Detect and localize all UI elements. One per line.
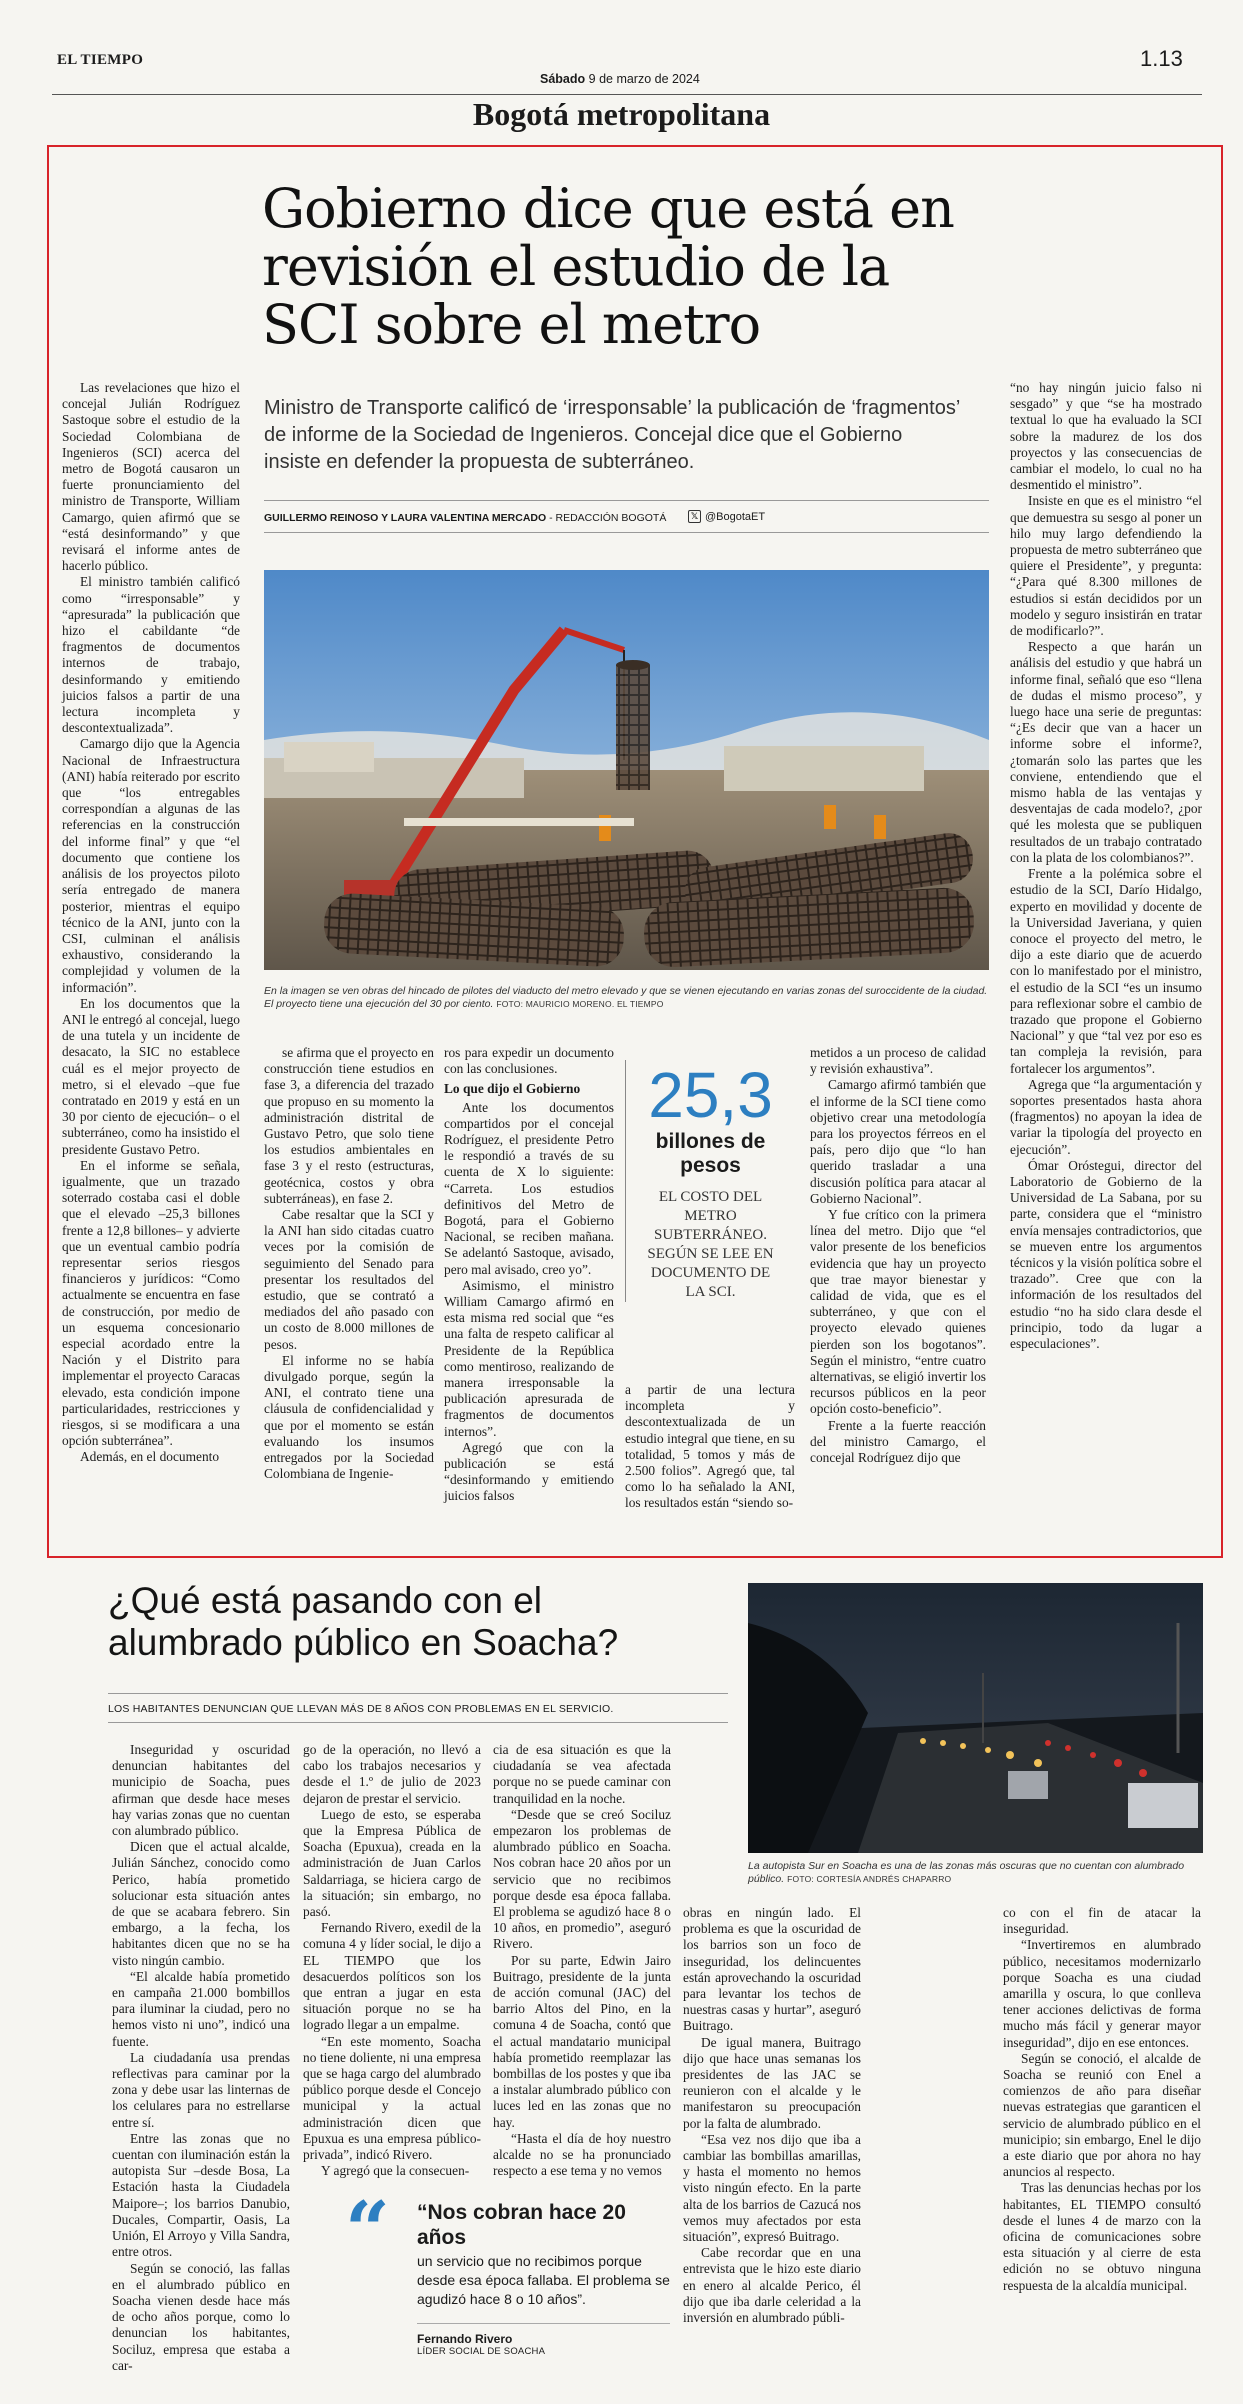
byline-handle[interactable] bbox=[688, 510, 765, 523]
x-logo-icon: 𝕏 bbox=[688, 510, 701, 523]
paragraph: obras en ningún lado. El problema es que la oscuridad de los barrios son un foco de inseguridad, los delincuentes están aprovechando la oscuridad para levantar los techos de nuestras casas y hurtar”, aseguró Buitrago. bbox=[683, 1905, 861, 2034]
article2-kicker: LOS HABITANTES DENUNCIAN QUE LLEVAN MÁS DE 8 AÑOS CON PROBLEMAS EN EL SERVICIO. bbox=[108, 1703, 614, 1715]
pullstat-text: EL COSTO DEL METRO SUBTERRÁNEO. SEGÚN SE LEE EN DOCUMENTO DE LA SCI. bbox=[647, 1189, 774, 1300]
article2-column-3 bbox=[493, 1742, 671, 2179]
byline-rule-top bbox=[264, 500, 989, 501]
paragraph: Fernando Rivero, exedil de la comuna 4 y líder social, le dijo a EL TIEMPO que los desacuerdos políticos son los que entran a jugar en esta situación porque no se ha logrado llegar a un empalme. bbox=[303, 1920, 481, 2033]
article1-mid-column-3 bbox=[625, 1382, 795, 1512]
article2-photo-caption bbox=[748, 1860, 1203, 1886]
pullstat bbox=[625, 1060, 795, 1302]
masthead-date bbox=[540, 72, 700, 86]
article2-column-5 bbox=[1003, 1905, 1201, 2294]
paragraph: Luego de esto, se esperaba que la Empresa Pública de Soacha (Epuxua), creada en la administración de Juan Carlos Saldarriaga, se hiciera cargo de la situación; sin embargo, no pasó. bbox=[303, 1806, 481, 1920]
paragraph: “Esa vez nos dijo que iba a cambiar las bombillas amarillas, y hasta el momento no hemos visto ningún efecto. En la parte alta de los barrios de Cazucá nos vemos muy afectados por esta situación”, expresó Buitrago. bbox=[683, 2131, 861, 2245]
photo2-credit: FOTO: CORTESÍA ANDRÉS CHAPARRO bbox=[787, 1874, 952, 1884]
masthead-brand: EL TIEMPO bbox=[57, 52, 144, 68]
photo-credit: FOTO: MAURICIO MORENO. EL TIEMPO bbox=[496, 999, 664, 1009]
article1-photo bbox=[264, 570, 989, 970]
article2-photo bbox=[748, 1583, 1203, 1853]
byline-desk: - REDACCIÓN BOGOTÁ bbox=[546, 512, 667, 524]
paragraph: “El alcalde había prometido en campaña 21.000 bombillos para iluminar la ciudad, pero no hemos visto ni uno”, indicó una fuente. bbox=[112, 1968, 290, 2049]
paragraph: Agrega que “la argumentación y soportes presentados hasta ahora (fragmentos) no apoyan la idea de variar la tipología del proyecto en ejecución”. bbox=[1010, 1076, 1202, 1157]
paragraph: “no hay ningún juicio falso ni sesgado” y que “se ha mostrado textual lo que ha evaluado la SCI sobre la madurez de los dos proyectos y las consecuencias de cambiar el modelo, lo cual no ha desmentido el ministro”. bbox=[1010, 380, 1202, 493]
paragraph: “Hasta el día de hoy nuestro alcalde no se ha pronunciado respecto a ese tema y no vemos bbox=[493, 2130, 671, 2179]
article2-pullquote bbox=[345, 2185, 670, 2357]
metro-construction-image bbox=[264, 570, 989, 970]
paragraph: Agregó que con la publicación se está “desinformando y emitiendo juicios falsos bbox=[444, 1439, 614, 1504]
article2-headline: ¿Qué está pasando con el alumbrado público en Soacha? bbox=[108, 1580, 619, 1663]
paragraph: El informe no se había divulgado porque, según la ANI, el contrato tiene una cláusula de confidencialidad y que por el momento se están evaluando los insumos entregados por la Sociedad Colombiana de Ingenie- bbox=[264, 1352, 434, 1482]
masthead-rule bbox=[52, 94, 1202, 95]
byline-rule-bottom bbox=[264, 532, 989, 533]
paragraph: go de la operación, no llevó a cabo los trabajos necesarios y desde el 1.º de julio de 2023 dejaron de prestar el servicio. bbox=[303, 1742, 481, 1806]
kicker-rule-top bbox=[108, 1693, 728, 1694]
paragraph: Tras las denuncias hechas por los habitantes, EL TIEMPO consultó desde el lunes 4 de marzo con la oficina de comunicaciones sobre esta situación y al cierre de esta edición no se obtuvo ninguna respuesta de la alcaldía municipal. bbox=[1003, 2180, 1201, 2293]
paragraph: co con el fin de atacar la inseguridad. bbox=[1003, 1905, 1201, 1937]
subhead-gobierno: Lo que dijo el Gobierno bbox=[444, 1081, 581, 1097]
quote-mark-icon: “ bbox=[345, 2185, 390, 2276]
paragraph: Ómar Oróstegui, director del Laboratorio de Gobierno de la Universidad de La Sabana, por su parte, considera que el “ministro envía mensajes contradictorios, que se mueven entre los argumentos técnicos y la visión política sobre el trazado”. Cree que con la información de los resultados del estudio “no ha sido clara desde el principio, todo da lugar a especulaciones”. bbox=[1010, 1157, 1202, 1351]
paragraph: Según se conoció, el alcalde de Soacha se reunió con Enel a comienzos de año para diseñar nuevas estrategias que garanticen el servicio de alumbrado público en el municipio; sin embargo, Enel le dijo a este diario que por ahora no hay anuncios al respecto. bbox=[1003, 2050, 1201, 2180]
article2-column-1 bbox=[112, 1742, 290, 2374]
paragraph: Frente a la fuerte reacción del ministro Camargo, el concejal Rodríguez dijo que bbox=[810, 1417, 986, 1466]
article1-mid-column-1 bbox=[264, 1045, 434, 1482]
paragraph: Asimismo, el ministro William Camargo afirmó en esta misma red social que “es una falta de respeto calificar al Presidente de la República como mentiroso, realizando de manera irresponsable la publicación apresurada de fragmentos de documentos internos”. bbox=[444, 1277, 614, 1439]
section-title: Bogotá metropolitana bbox=[472, 96, 771, 132]
paragraph: Camargo afirmó también que el informe de la SCI tiene como objetivo crear una metodología para los proyectos férreos en el país, pero dijo que “lo han querido trasladar a una discusión política para atacar al Gobierno Nacional”. bbox=[810, 1077, 986, 1206]
paragraph: De igual manera, Buitrago dijo que hace unas semanas los presidentes de las JAC se reunieron con el alcalde y le manifestaron su preocupación por la falta de alumbrado. bbox=[683, 2034, 861, 2131]
photo2-caption-text: La autopista Sur en Soacha es una de las zonas más oscuras que no cuentan con alumbrado público. bbox=[748, 1860, 1185, 1885]
paragraph: Cabe resaltar que la SCI y la ANI han sido citadas cuatro veces por la comisión de seguimiento del Senado para presentar los resultados del estudio, que se contrató a mediados del año pasado con un costo de 8.000 millones de pesos. bbox=[264, 1207, 434, 1352]
article2-column-2 bbox=[303, 1742, 481, 2179]
soacha-night-road-image bbox=[748, 1583, 1203, 1853]
paragraph: Frente a la polémica sobre el estudio de la SCI, Darío Hidalgo, experto en movilidad y docente de la Universidad Javeriana, y quien conoce el proyecto del metro, le dijo a este diario que de acuerdo con lo manifestado por el ministro, el estudio de la SCI “es un insumo para reflexionar sobre el cambio de trazado que propone el Gobierno Nacional” y que “tal vez por eso es tan compleja la revisión, para fortalecer los argumentos”. bbox=[1010, 866, 1202, 1076]
paragraph: Por su parte, Edwin Jairo Buitrago, presidente de la junta de acción comunal (JAC) del barrio Altos del Pino, en la comuna 4 de Soacha, contó que el actual mandatario municipal había prometido reemplazar las bombillas de los postes y que iba a instalar alumbrado público con luces led en las zonas que no hay. bbox=[493, 1952, 671, 2130]
paragraph: El ministro también calificó como “irresponsable” y “apresurada” la publicación que hizo el cabildante “de fragmentos de documentos internos de trabajo, desinformando y emitiendo juicios falsos a partir de una lectura incompleta y descontextualizada”. bbox=[62, 574, 240, 736]
paragraph: Según se conoció, las fallas en el alumbrado público en Soacha vienen desde hace más de ocho años porque, como lo denuncian los habitantes, Sociluz, empresa que estaba a car- bbox=[112, 2260, 290, 2373]
paragraph: Ante los documentos compartidos por el concejal Rodríguez, el presidente Petro le respondió a través de su cuenta de X lo siguiente: “Carreta. Los estudios definitivos del Metro de Bogotá, para el Gobierno Nacional, se reciben mañana. Se adelantó Sastoque, avisado, pero mal avisado, creo yo”. bbox=[444, 1099, 614, 1277]
pullquote-role: LÍDER SOCIAL DE SOACHA bbox=[417, 2346, 546, 2357]
paragraph: Insiste en que es el ministro “el que demuestra su sesgo al poner un hilo muy largo defendiendo la propuesta de metro subterráneo que quiere el Presidente”, y pregunta: “¿Para qué 8.300 millones de estudios si están decididos por un modelo y seguro insistirán en tratar de modificarlo?”. bbox=[1010, 493, 1202, 639]
paragraph: “En este momento, Soacha no tiene doliente, ni una empresa que se haga cargo del alumbrado público porque desde el Concejo municipal y la actual administración dicen que Epuxua es una empresa público-privada”, indicó Rivero. bbox=[303, 2033, 481, 2163]
article1-photo-caption bbox=[264, 985, 989, 1011]
article1-left-column bbox=[62, 380, 240, 1466]
paragraph: En el informe se señala, igualmente, que un trazado soterrado costaba casi el doble que el elevado –25,3 billones frente a 12,8 billones– y advierte que un eventual cambio podría representar serios riesgos financieros y jurídicos: “Como actualmente se encuentra en fase de construcción, por medio de un esquema concesionario especial acordado entre la Nación y el Distrito para implementar el proyecto Caracas elevado, esta condición impone particularidades, restricciones y riesgos, si se modificara a una opción subterránea”. bbox=[62, 1157, 240, 1449]
article1-headline: Gobierno dice que está en revisión el estudio de la SCI sobre el metro bbox=[262, 177, 954, 356]
byline-authors: GUILLERMO REINOSO Y LAURA VALENTINA MERCADO bbox=[264, 512, 547, 524]
photo-caption-text: En la imagen se ven obras del hincado de pilotes del viaducto del metro elevado y que se vienen ejecutando en varias zonas del suroccidente de la ciudad. El proyecto tiene una ejecución del 30 por ciento. bbox=[264, 985, 988, 1010]
masthead-date-day: Sábado bbox=[540, 72, 586, 86]
article1-mid-column-4 bbox=[810, 1045, 986, 1466]
paragraph: Dicen que el actual alcalde, Julián Sánchez, conocido como Perico, había prometido solucionar esta situación antes de que se acabara febrero. Sin embargo, a la fecha, los habitantes dicen que no se ha visto ningún cambio. bbox=[112, 1839, 290, 1968]
paragraph: Además, en el documento bbox=[80, 1449, 220, 1465]
paragraph: Camargo dijo que la Agencia Nacional de Infraestructura (ANI) había reiterado por escrito que “los entregables correspondían a algunas de las referencias en la construcción del informe final” y que “el documento que contiene los análisis de los proyectos piloto sería entregado de manera posterior, mientras el equipo técnico de la ANI, junto con la CSI, culminan el análisis exhaustivo, considerando la complejidad y volumen de la información”. bbox=[62, 736, 240, 995]
paragraph: Las revelaciones que hizo el concejal Julián Rodríguez Sastoque sobre el estudio de la Sociedad Colombiana de Ingenieros (SCI) acerca del metro de Bogotá causaron un fuerte pronunciamiento del ministro de Transporte, William Camargo, quien afirmó que se “está desinformando” y que revisará el informe antes de hacerlo público. bbox=[62, 380, 240, 574]
paragraph: Y agregó que la consecuen- bbox=[321, 2163, 470, 2179]
byline-handle-text: @BogotaET bbox=[705, 510, 766, 523]
paragraph: ros para expedir un documento con las conclusiones. bbox=[444, 1045, 614, 1077]
article2-column-4 bbox=[683, 1905, 861, 2326]
pullstat-unit: billones de pesos bbox=[655, 1130, 766, 1177]
paragraph: Y fue crítico con la primera línea del metro. Dijo que “el valor presente de los beneficios evidencia que hay un proyecto que trae mayor bienestar y calidad de vida, que es el subterráneo, y que con el proyecto elevado quienes pierden son los bogotanos”. Según el ministro, “entre cuatro alternativas, se eligió invertir los recursos públicos en la peor opción costo-beneficio”. bbox=[810, 1207, 986, 1417]
paragraph: “Desde que se creó Sociluz empezaron los problemas de alumbrado público en Soacha. Nos cobran hace 20 años por un servicio que no recibimos porque desde esa época fallaba. El problema se agudizó hace 8 o 10 años, en promedio”, aseguró Rivero. bbox=[493, 1806, 671, 1952]
pullquote-headline: “Nos cobran hace 20 años bbox=[417, 2201, 626, 2249]
masthead-date-rest: 9 de marzo de 2024 bbox=[588, 72, 700, 86]
article1-mid-column-2 bbox=[444, 1045, 614, 1505]
paragraph: Entre las zonas que no cuentan con iluminación están la autopista Sur –desde Bosa, La Estación hasta la Ciudadela Maipore–; los barrios Danubio, Ducales, Compartir, Oasis, La Unión, El Arroyo y Villa Sandra, entre otros. bbox=[112, 2130, 290, 2260]
pullstat-number: 25,3 bbox=[648, 1059, 773, 1131]
kicker-rule-bottom bbox=[108, 1722, 728, 1723]
article1-right-column bbox=[1010, 380, 1202, 1352]
pullquote-body: un servicio que no recibimos porque desde esa época fallaba. El problema se agudizó hace 8 o 10 años”. bbox=[417, 2253, 670, 2307]
paragraph: “Invertiremos en alumbrado público, necesitamos modernizarlo porque Soacha es una ciudad amarilla y oscura, lo que conlleva tener acciones delictivas de forma mucho más fácil y generar mayor inseguridad”, dijo en ese entonces. bbox=[1003, 1937, 1201, 2050]
paragraph: metidos a un proceso de calidad y revisión exhaustiva”. bbox=[810, 1045, 986, 1077]
paragraph: En los documentos que la ANI le entregó al concejal, luego de una tutela y un incidente de desacato, la SIC no establece cuál es el mejor proyecto de metro, si el elevado –que fue contratado en 2019 y está en un 30 por ciento de ejecución– o el subterráneo, como ha insistido el presidente Gustavo Petro. bbox=[62, 995, 240, 1157]
paragraph: cia de esa situación es que la ciudadanía se vea afectada porque no se puede caminar con tranquilidad en la noche. bbox=[493, 1742, 671, 1806]
paragraph: se afirma que el proyecto en construcción tiene estudios en fase 3, a diferencia del trazado que propuso en su momento la administración distrital de Gustavo Petro, que solo tiene los estudios ambientales en fase 3 y el resto (estructuras, geotécnica, costos y obra subterráneas), en fase 2. bbox=[264, 1045, 434, 1206]
paragraph: Respecto a que harán un análisis del estudio y que habrá un informe final, señaló que eso “llena de dudas el mismo proceso”, y luego hace una serie de preguntas: “¿Es decir que van a hacer un informe sobre el informe?, ¿tomarán solo las partes que les conviene, entendiendo que el mismo habla de las ventajas y desventajas de cada modelo?, ¿por qué les molesta que se publiquen resultados de un trabajo contratado con la plata de los colombianos?”. bbox=[1010, 639, 1202, 865]
paragraph: Cabe recordar que en una entrevista que le hizo este diario en enero al alcalde Perico, él dijo que iba darle celeridad a la inversión en alumbrado públi- bbox=[683, 2245, 861, 2326]
article1-byline bbox=[264, 512, 666, 524]
paragraph: a partir de una lectura incompleta y descontextualizada de un estudio integral que tiene, en su totalidad, 5 tomos y más de 2.500 folios”. Agregó que, tal como lo ha señalado la ANI, los resultados están “siendo so- bbox=[625, 1382, 795, 1511]
pullquote-name: Fernando Rivero bbox=[417, 2332, 513, 2346]
paragraph: Inseguridad y oscuridad denuncian habitantes del municipio de Soacha, pues afirman que desde hace meses hay varias zonas que no cuentan con alumbrado público. bbox=[112, 1742, 290, 1839]
paragraph: La ciudadanía usa prendas reflectivas para caminar por la zona y debe usar las linternas de los celulares para no estrellarse entre sí. bbox=[112, 2049, 290, 2130]
article1-deck: Ministro de Transporte calificó de ‘irresponsable’ la publicación de ‘fragmentos’ de informe de la Sociedad de Ingenieros. Concejal dice que el Gobierno insiste en defender la propuesta de subterráneo. bbox=[264, 397, 960, 473]
page-number: 1.13 bbox=[1140, 46, 1183, 71]
